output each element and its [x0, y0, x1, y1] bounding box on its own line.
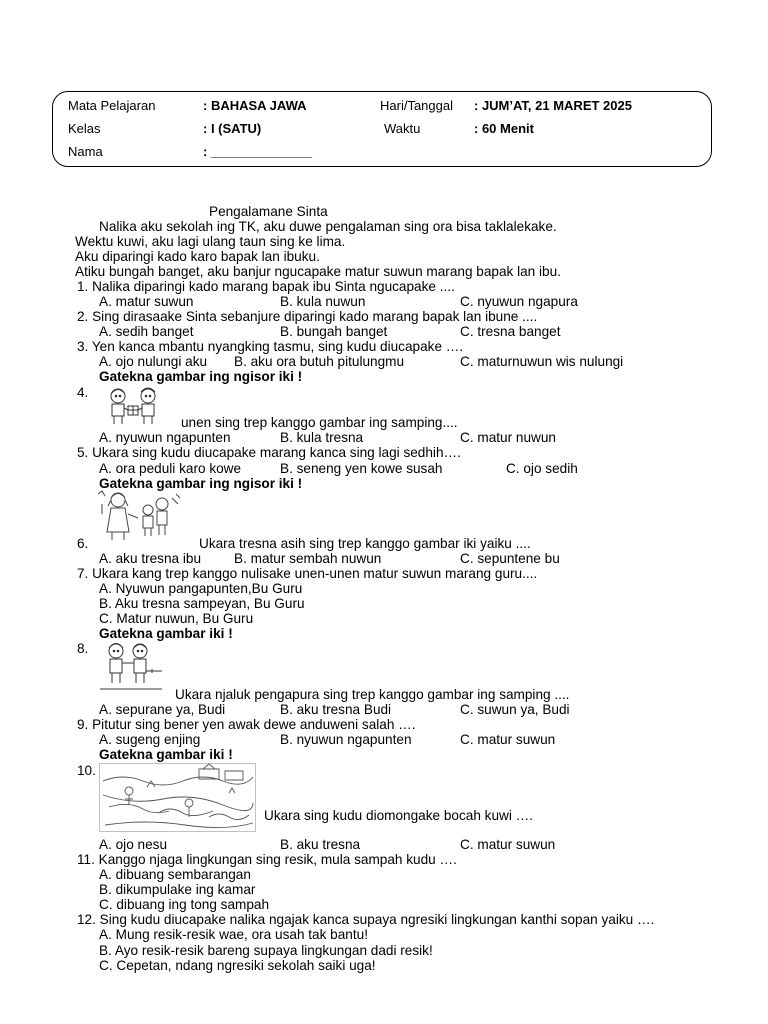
class-value: : I (SATU): [203, 121, 262, 136]
option-b: B. kula tresna: [280, 430, 364, 445]
option-a: A. aku tresna ibu: [99, 551, 202, 566]
option-c: C. suwun ya, Budi: [460, 702, 570, 717]
instruction: Gatekna gambar ing ngisor iki !: [99, 369, 303, 384]
story-title: Pengalamane Sinta: [209, 204, 328, 219]
story-line: Atiku bungah banget, aku banjur ngucapake matur suwun marang bapak lan ibu.: [75, 264, 561, 279]
option-b: B. aku ora butuh pitulungmu: [234, 354, 405, 369]
subject-label: Mata Pelajaran: [68, 98, 156, 113]
river-scene-picture: [99, 763, 257, 833]
option-b: B. seneng yen kowe susah: [280, 461, 443, 476]
question-9: 9. Pitutur sing bener yen awak dewe anduweni salah ….: [77, 717, 416, 732]
option-c: C. tresna banget: [460, 324, 561, 339]
two-kids-apology-picture: [100, 641, 164, 691]
option-a: A. sugeng enjing: [99, 732, 201, 747]
two-kids-picture: [100, 386, 180, 426]
option-c: C. Cepetan, ndang ngresiki sekolah saiki uga!: [99, 958, 376, 973]
option-b: B. matur sembah nuwun: [234, 551, 382, 566]
time-value: : 60 Menit: [474, 121, 534, 136]
question-4-number: 4.: [77, 385, 89, 400]
question-10-number: 10.: [77, 763, 96, 778]
option-c: C. ojo sedih: [506, 461, 578, 476]
option-a: A. ojo nulungi aku: [99, 354, 208, 369]
option-c: C. sepuntene bu: [460, 551, 560, 566]
option-c: C. nyuwun ngapura: [460, 294, 578, 309]
question-5: 5. Ukara sing kudu diucapake marang kanca sing lagi sedhih….: [77, 445, 461, 460]
option-b: B. Ayo resik-resik bareng supaya lingkungan dadi resik!: [99, 943, 433, 958]
subject-value: : BAHASA JAWA: [203, 98, 307, 113]
story-line: Wektu kuwi, aku lagi ulang taun sing ke lima.: [75, 234, 346, 249]
option-a: A. Nyuwun pangapunten,Bu Guru: [99, 581, 303, 596]
mother-child-picture: [98, 490, 184, 542]
question-8-number: 8.: [77, 641, 89, 656]
option-b: B. kula nuwun: [280, 294, 366, 309]
question-8: Ukara njaluk pengapura sing trep kanggo gambar ing samping ....: [175, 687, 570, 702]
option-a: A. Mung resik-resik wae, ora usah tak bantu!: [99, 927, 368, 942]
option-b: B. aku tresna Budi: [280, 702, 392, 717]
option-c: C. Matur nuwun, Bu Guru: [99, 611, 254, 626]
question-10: Ukara sing kudu diomongake bocah kuwi ….: [264, 808, 534, 823]
option-b: B. bungah banget: [280, 324, 388, 339]
question-4: unen sing trep kanggo gambar ing samping....: [181, 415, 458, 430]
name-label: Nama: [68, 144, 103, 159]
time-label: Waktu: [384, 121, 421, 136]
question-11: 11. Kanggo njaga lingkungan sing resik, mula sampah kudu ….: [77, 852, 457, 867]
name-value: : ______________: [203, 144, 313, 159]
option-b: B. aku tresna: [280, 837, 361, 852]
option-c: C. matur nuwun: [460, 430, 556, 445]
question-1: 1. Nalika diparingi kado marang bapak ibu Sinta ngucapake ....: [77, 279, 455, 294]
question-12: 12. Sing kudu diucapake nalika ngajak kanca supaya ngresiki lingkungan kanthi sopan yaiku ….: [77, 912, 655, 927]
story-line: Aku diparingi kado karo bapak lan ibuku.: [75, 249, 320, 264]
option-a: A. nyuwun ngapunten: [99, 430, 231, 445]
day-value: : JUM’AT, 21 MARET 2025: [474, 98, 632, 113]
option-c: C. dibuang ing tong sampah: [99, 897, 270, 912]
option-b: B. nyuwun ngapunten: [280, 732, 412, 747]
instruction: Gatekna gambar ing ngisor iki !: [99, 476, 303, 491]
story-line: Nalika aku sekolah ing TK, aku duwe pengalaman sing ora bisa taklalekake.: [99, 219, 557, 234]
option-a: A. sepurane ya, Budi: [99, 702, 226, 717]
question-6-number: 6.: [77, 536, 89, 551]
instruction: Gatekna gambar iki !: [99, 626, 233, 641]
class-label: Kelas: [68, 121, 101, 136]
option-a: A. ora peduli karo kowe: [99, 461, 242, 476]
question-7: 7. Ukara kang trep kanggo nulisake unen-unen matur suwun marang guru....: [77, 566, 538, 581]
option-a: A. ojo nesu: [99, 837, 168, 852]
day-label: Hari/Tanggal: [380, 98, 453, 113]
question-3: 3. Yen kanca mbantu nyangking tasmu, sing kudu diucapake ….: [77, 339, 464, 354]
question-6: Ukara tresna asih sing trep kanggo gambar iki yaiku ....: [199, 536, 531, 551]
instruction: Gatekna gambar iki !: [99, 747, 233, 762]
option-b: B. dikumpulake ing kamar: [99, 882, 256, 897]
option-b: B. Aku tresna sampeyan, Bu Guru: [99, 596, 305, 611]
option-a: A. matur suwun: [99, 294, 194, 309]
option-c: C. matur suwun: [460, 732, 556, 747]
option-c: C. maturnuwun wis nulungi: [460, 354, 624, 369]
option-a: A. sedih banget: [99, 324, 194, 339]
question-2: 2. Sing dirasaake Sinta sebanjure diparingi kado marang bapak lan ibune ....: [77, 309, 538, 324]
option-a: A. dibuang sembarangan: [99, 867, 251, 882]
option-c: C. matur suwun: [460, 837, 556, 852]
